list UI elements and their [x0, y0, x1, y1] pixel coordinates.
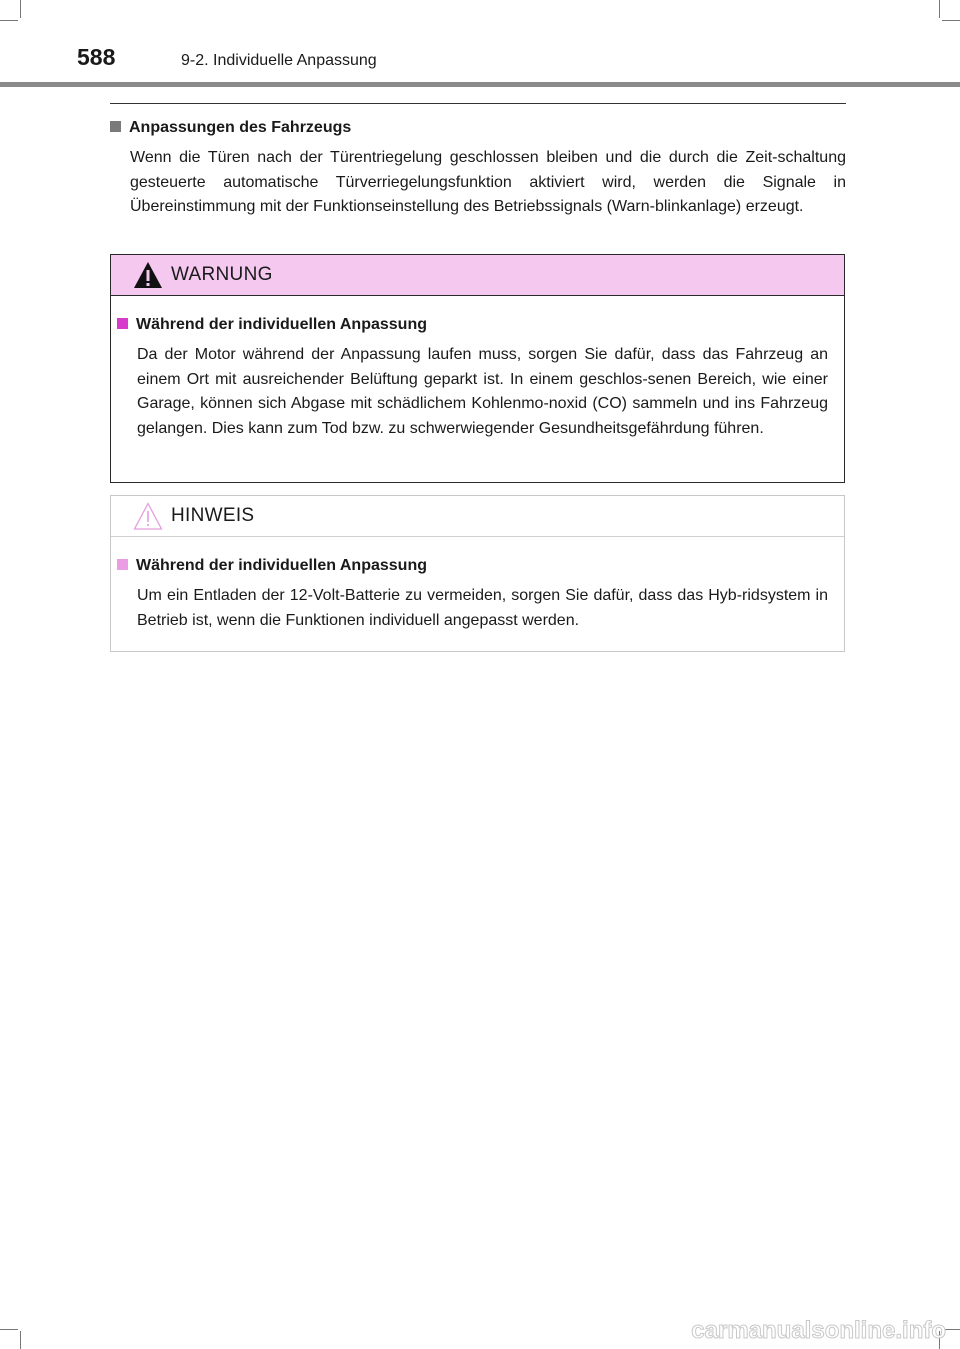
warning-heading: [117, 313, 828, 337]
notice-header: [111, 496, 844, 537]
warning-box: [110, 254, 845, 483]
crop-mark: [0, 1329, 18, 1330]
section-title: 9-2. Individuelle Anpassung: [181, 52, 377, 69]
warning-label: WARNUNG: [171, 264, 273, 285]
warning-text: Da der Motor während der Anpassung laufen muss, sorgen Sie dafür, dass das Fahrzeug an einem Ort mit ausreichender Belüftung geparkt ist. In einem geschlos-senen Bereich, wie einer Garage, können sich Abgase mit schädlichem Kohlenmo-noxid (CO) sammeln und ins Fahrzeug gelangen. Dies kann zum Tod bzw. zu schwerwiegender Gesundheitsgefährdung führen.: [137, 346, 828, 437]
watermark-text: carmanualsonline.info: [691, 1317, 946, 1344]
square-bullet-icon: [117, 559, 128, 570]
page-header: [0, 0, 960, 90]
topic-heading: [110, 116, 846, 140]
notice-label: HINWEIS: [171, 505, 255, 526]
square-bullet-icon: [110, 121, 121, 132]
notice-box: [110, 495, 845, 652]
warning-triangle-icon: [133, 261, 163, 289]
notice-heading: [117, 554, 828, 578]
warning-heading-text: Während der individuellen Anpassung: [136, 316, 427, 333]
warning-header: [111, 255, 844, 296]
topic-section: [110, 116, 846, 220]
caution-triangle-outline-icon: [133, 502, 163, 530]
notice-body: [111, 537, 844, 633]
topic-divider: [110, 103, 846, 104]
page-number: 588: [77, 44, 116, 70]
topic-text: Wenn die Türen nach der Türentriegelung geschlossen bleiben und die durch die Zeit-schaltung gesteuerte automatische Türverriegelungsfunktion aktiviert wird, werden die Signale in Übereinstimmung mit der Funktionseinstellung des Betriebssignals (Warn-blinkanlage) erzeugt.: [130, 149, 846, 215]
notice-heading-text: Während der individuellen Anpassung: [136, 557, 427, 574]
crop-mark: [20, 1331, 21, 1349]
watermark-logo: [628, 1312, 948, 1346]
square-bullet-icon: [117, 318, 128, 329]
header-bar: [0, 82, 960, 87]
topic-heading-text: Anpassungen des Fahrzeugs: [129, 119, 352, 136]
warning-body: [111, 296, 844, 441]
notice-text: Um ein Entladen der 12-Volt-Batterie zu vermeiden, sorgen Sie dafür, dass das Hyb-ridsystem in Betrieb ist, wenn die Funktionen individuell angepasst werden.: [137, 587, 828, 629]
